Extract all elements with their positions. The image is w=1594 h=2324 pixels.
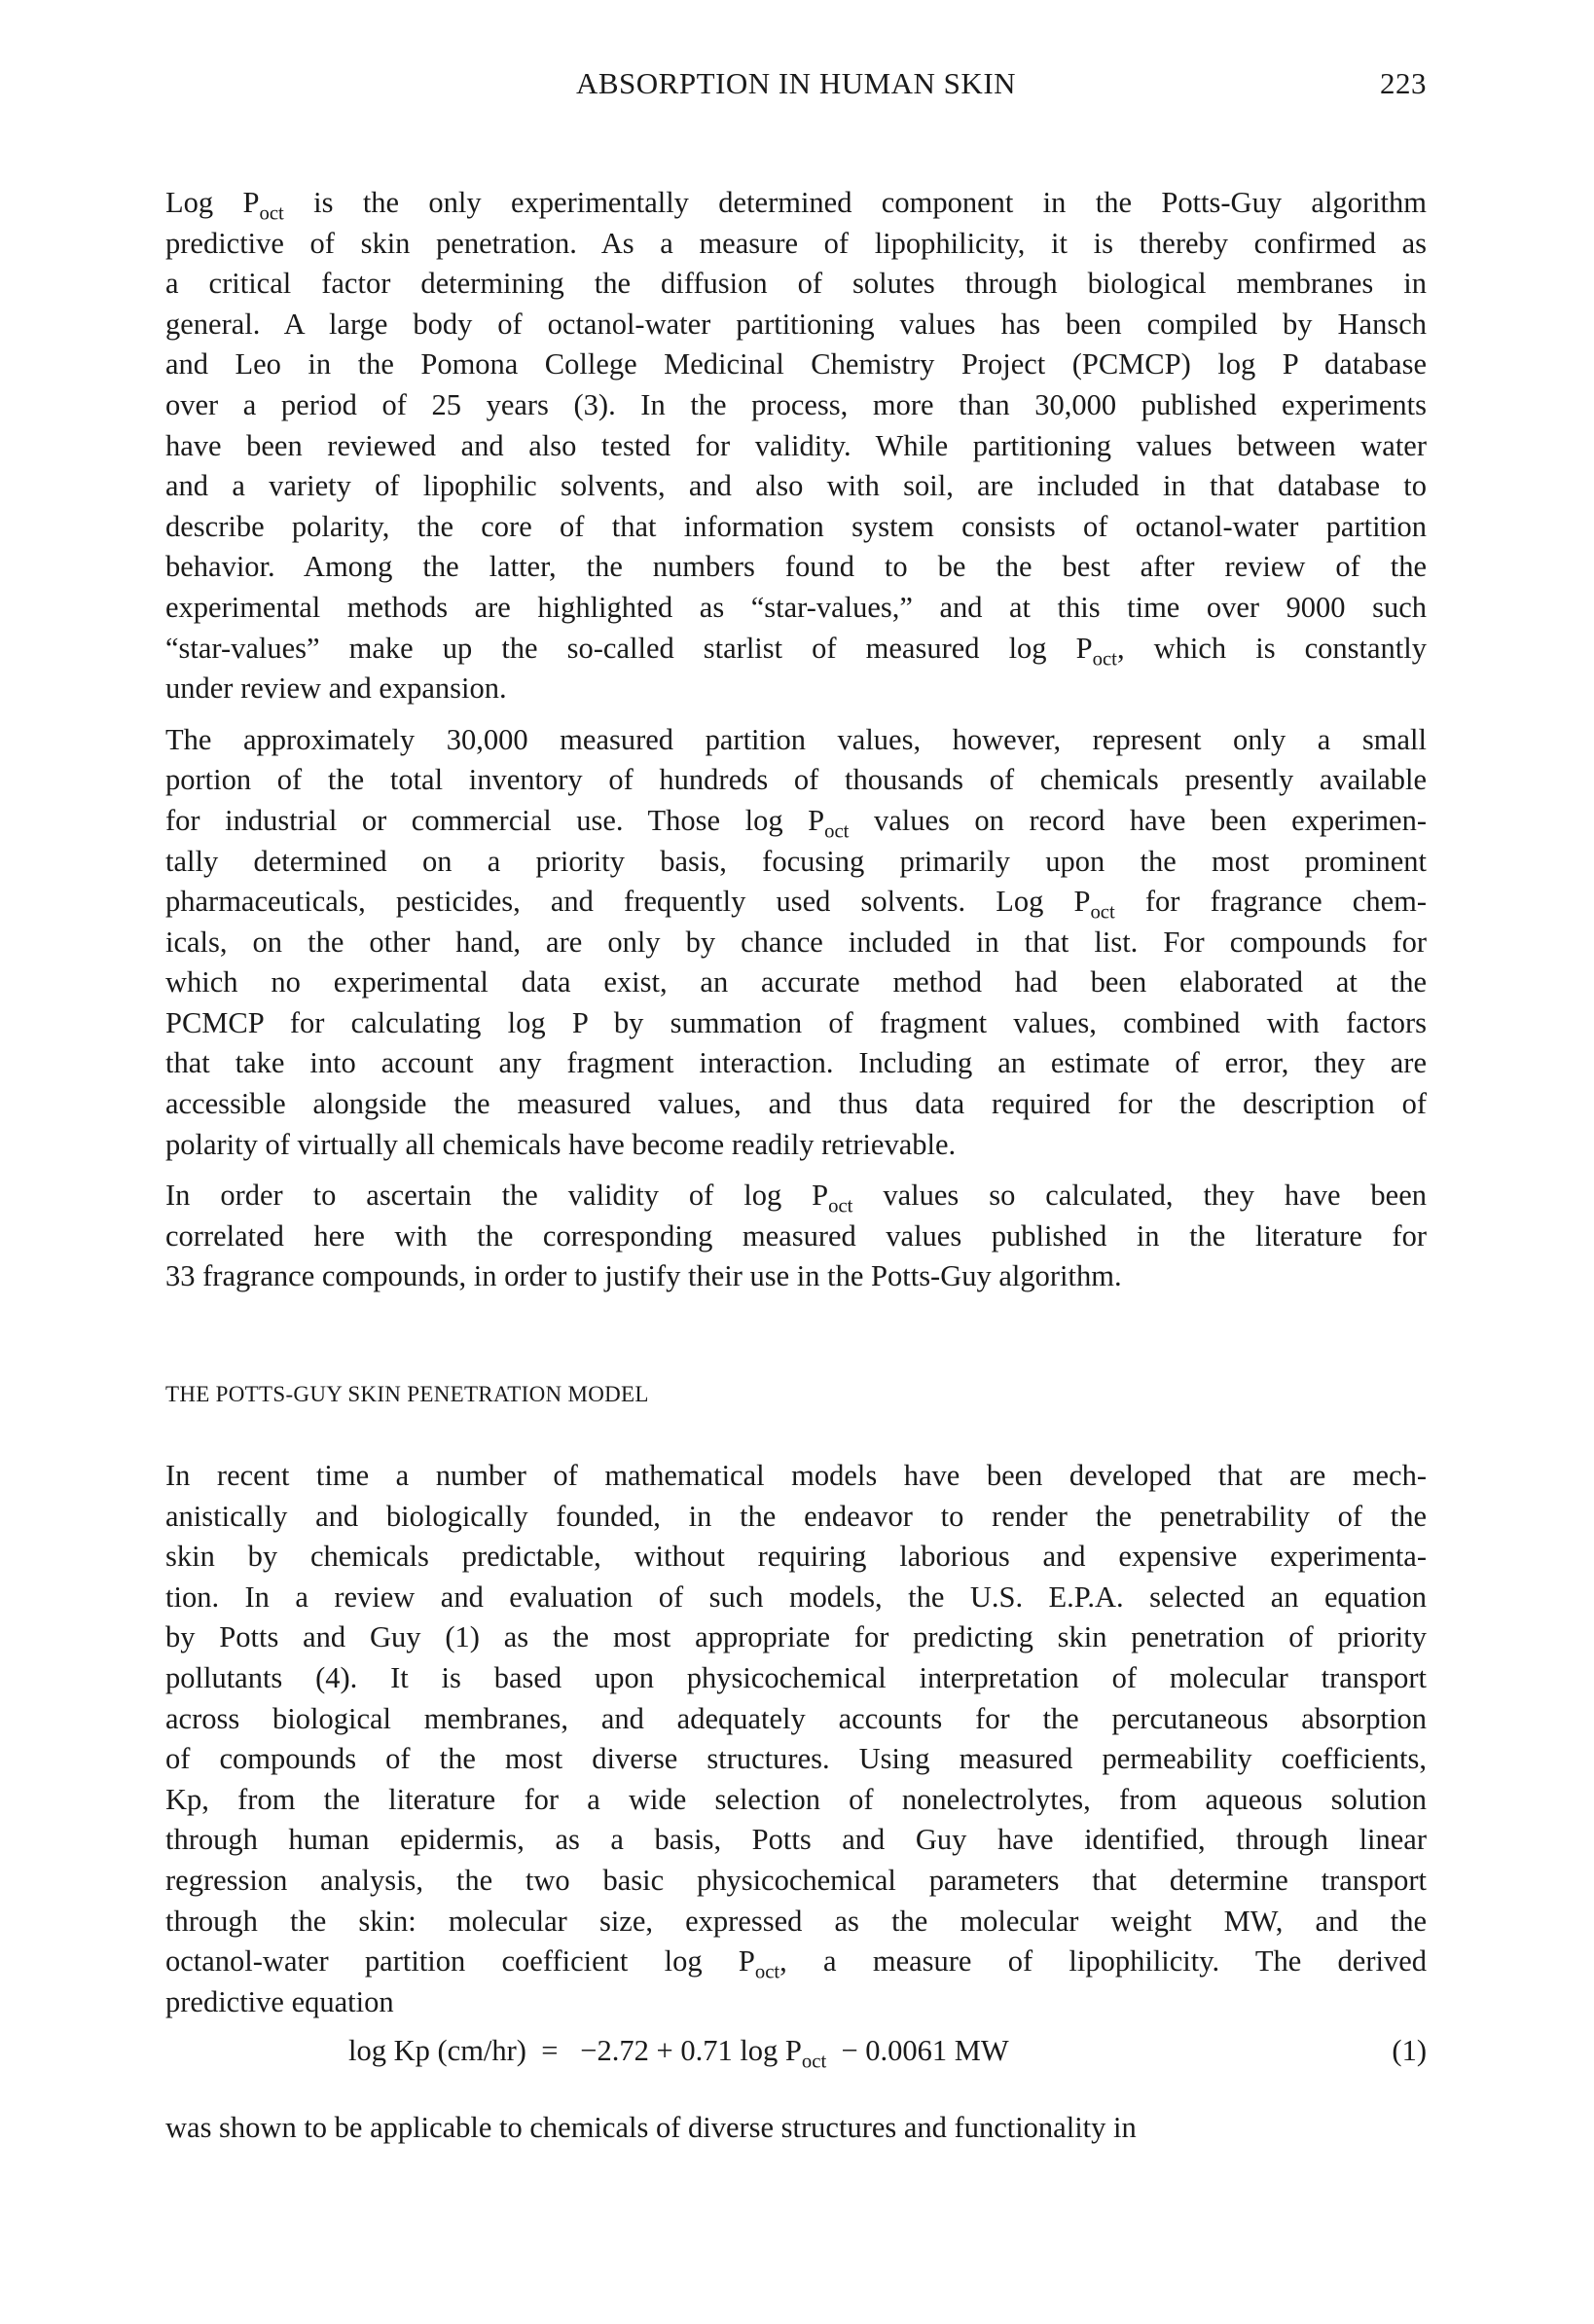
paragraph [165,2108,1427,2149]
text-line [165,547,1427,588]
text-line [165,1537,1427,1578]
paragraph [165,1176,1427,1297]
text-line [165,507,1427,548]
text-run: describe polarity, the core of that information system consists of octanol-water partition [165,509,1427,543]
text-run: and Leo in the Pomona College Medicinal Chemistry Project (PCMCP) log P database [165,347,1427,381]
text-line [165,1216,1427,1257]
text-line [165,1617,1427,1658]
text-run: which no experimental data exist, an accurate method had been elaborated at the [165,965,1427,999]
text-line [165,1739,1427,1780]
text-run: predictive of skin penetration. As a measure of lipophilicity, it is thereby confirmed as [165,226,1427,260]
text-line [165,2108,1427,2149]
text-run: “star-values” make up the so-called starlist of measured log P [165,631,1093,665]
text-line [165,669,1427,709]
paragraph [165,183,1427,709]
text-run: portion of the total inventory of hundreds of thousands of chemicals presently available [165,763,1427,797]
equation-body [348,2029,1009,2072]
text-line [165,1658,1427,1699]
text-run: In order to ascertain the validity of log P [165,1179,829,1213]
text-line [165,760,1427,801]
text-line [165,962,1427,1003]
text-run: polarity of virtually all chemicals have become readily retrievable. [165,1127,957,1161]
text-run: 33 fragrance compounds, in order to justify their use in the Potts-Guy algorithm. [165,1259,1122,1293]
paragraph [165,1456,1427,2022]
text-run: under review and expansion. [165,672,507,706]
page-number: 223 [1380,66,1427,100]
text-line [165,882,1427,923]
equation-subscript: oct [801,2051,827,2073]
text-line [165,1497,1427,1538]
text-run: for industrial or commercial use. Those log P [165,803,825,837]
text-run: tally determined on a priority basis, focusing primarily upon the most prominent [165,844,1427,878]
text-line [165,923,1427,963]
subscript: oct [259,202,284,225]
text-run: was shown to be applicable to chemicals of diverse structures and functionality in [165,2111,1137,2144]
text-run: The approximately 30,000 measured partition values, however, represent only a small [165,722,1427,756]
text-line [165,345,1427,385]
text-line [165,426,1427,467]
text-run: anistically and biologically founded, in the endeavor to render the penetrability of the [165,1499,1427,1533]
text-run: skin by chemicals predictable, without requiring laborious and expensive experimenta- [165,1540,1427,1574]
equation-1 [165,2029,1427,2072]
equation-lhs: log Kp (cm/hr) [348,2034,526,2067]
text-line [165,183,1427,224]
text-line [165,1780,1427,1821]
text-run: In recent time a number of mathematical models have been developed that are mech- [165,1459,1427,1492]
equation-rhs-tail: − 0.0061 MW [841,2034,1009,2067]
text-run: , which is constantly [1116,631,1428,665]
text-line [165,1256,1427,1297]
running-title: ABSORPTION IN HUMAN SKIN [575,66,1017,100]
text-run: by Potts and Guy (1) as the most appropriate for predicting skin penetration of priority [165,1620,1427,1654]
text-line [165,588,1427,629]
text-run: over a period of 25 years (3). In the process, more than 30,000 published experiments [165,387,1427,421]
text-run: predictive equation [165,1984,394,2018]
paragraph [165,720,1427,1166]
text-line [165,1982,1427,2023]
text-line [165,1003,1427,1044]
subscript: oct [754,1961,780,1983]
text-run: have been reviewed and also tested for validity. While partitioning values between water [165,428,1427,462]
text-run: across biological membranes, and adequately accounts for the percutaneous absorption [165,1701,1427,1735]
text-line [165,629,1427,670]
text-line [165,1043,1427,1084]
text-run: that take into account any fragment interaction. Including an estimate of error, they are [165,1046,1427,1080]
text-run: general. A large body of octanol-water partitioning values has been compiled by Hansch [165,307,1427,341]
subscript: oct [828,1195,853,1217]
equation-equals: = [541,2034,559,2067]
text-line [165,305,1427,345]
text-run: is the only experimentally determined component in the Potts-Guy algorithm [283,186,1428,219]
text-run: octanol-water partition coefficient log P [165,1944,755,1979]
text-line [165,1125,1427,1166]
text-run: Log P [165,186,260,219]
text-line [165,842,1427,883]
text-run: of compounds of the most diverse structures. Using measured permeability coefficients, [165,1742,1427,1776]
text-run: values so calculated, they have been [852,1179,1427,1213]
text-run: tion. In a review and evaluation of such models, the U.S. E.P.A. selected an equation [165,1580,1427,1614]
text-run: , a measure of lipophilicity. The derived [779,1944,1427,1979]
text-run: a critical factor determining the diffusion of solutes through biological membranes in [165,267,1427,301]
text-run: for fragrance chem- [1114,885,1428,919]
equation-number: (1) [1392,2034,1427,2067]
text-line [165,720,1427,761]
text-line [165,801,1427,842]
text-line [165,1820,1427,1861]
text-run: through the skin: molecular size, expressed as the molecular weight MW, and the [165,1904,1427,1938]
text-line [165,1578,1427,1618]
text-run: accessible alongside the measured values, and thus data required for the description of [165,1087,1427,1121]
text-line [165,1176,1427,1216]
text-line [165,1456,1427,1497]
text-line [165,385,1427,426]
text-run: PCMCP for calculating log P by summation of fragment values, combined with factors [165,1005,1427,1039]
text-line [165,264,1427,305]
subscript: oct [1090,901,1115,924]
text-run: and a variety of lipophilic solvents, and also with soil, are included in that database to [165,469,1427,503]
subscript: oct [824,820,850,843]
text-run: icals, on the other hand, are only by chance included in that list. For compounds for [165,925,1427,959]
text-line [165,466,1427,507]
text-line [165,224,1427,265]
text-run: pollutants (4). It is based upon physicochemical interpretation of molecular transport [165,1660,1427,1694]
equation-rhs: −2.72 + 0.71 log P [580,2034,802,2067]
running-header [165,66,1427,105]
text-run: behavior. Among the latter, the numbers found to be the best after review of the [165,550,1427,584]
subscript: oct [1092,647,1117,670]
text-run: through human epidermis, as a basis, Potts and Guy have identified, through linear [165,1823,1427,1857]
text-run: experimental methods are highlighted as “star-values,” and at this time over 9000 such [165,590,1427,624]
text-line [165,1699,1427,1740]
text-line [165,1902,1427,1943]
text-run: regression analysis, the two basic physicochemical parameters that determine transport [165,1863,1427,1897]
text-run: values on record have been experimen- [849,803,1427,837]
text-run: pharmaceuticals, pesticides, and frequently used solvents. Log P [165,885,1091,919]
intro-body-text [165,183,1427,1308]
text-line [165,1084,1427,1125]
continuation-text [165,2108,1427,2160]
text-line [165,1861,1427,1902]
text-run: Kp, from the literature for a wide selection of nonelectrolytes, from aqueous solution [165,1782,1427,1816]
text-line [165,1942,1427,1982]
section-body-text [165,1456,1427,2033]
section-heading: THE POTTS-GUY SKIN PENETRATION MODEL [165,1382,649,1406]
text-run: correlated here with the corresponding measured values published in the literature for [165,1218,1427,1253]
